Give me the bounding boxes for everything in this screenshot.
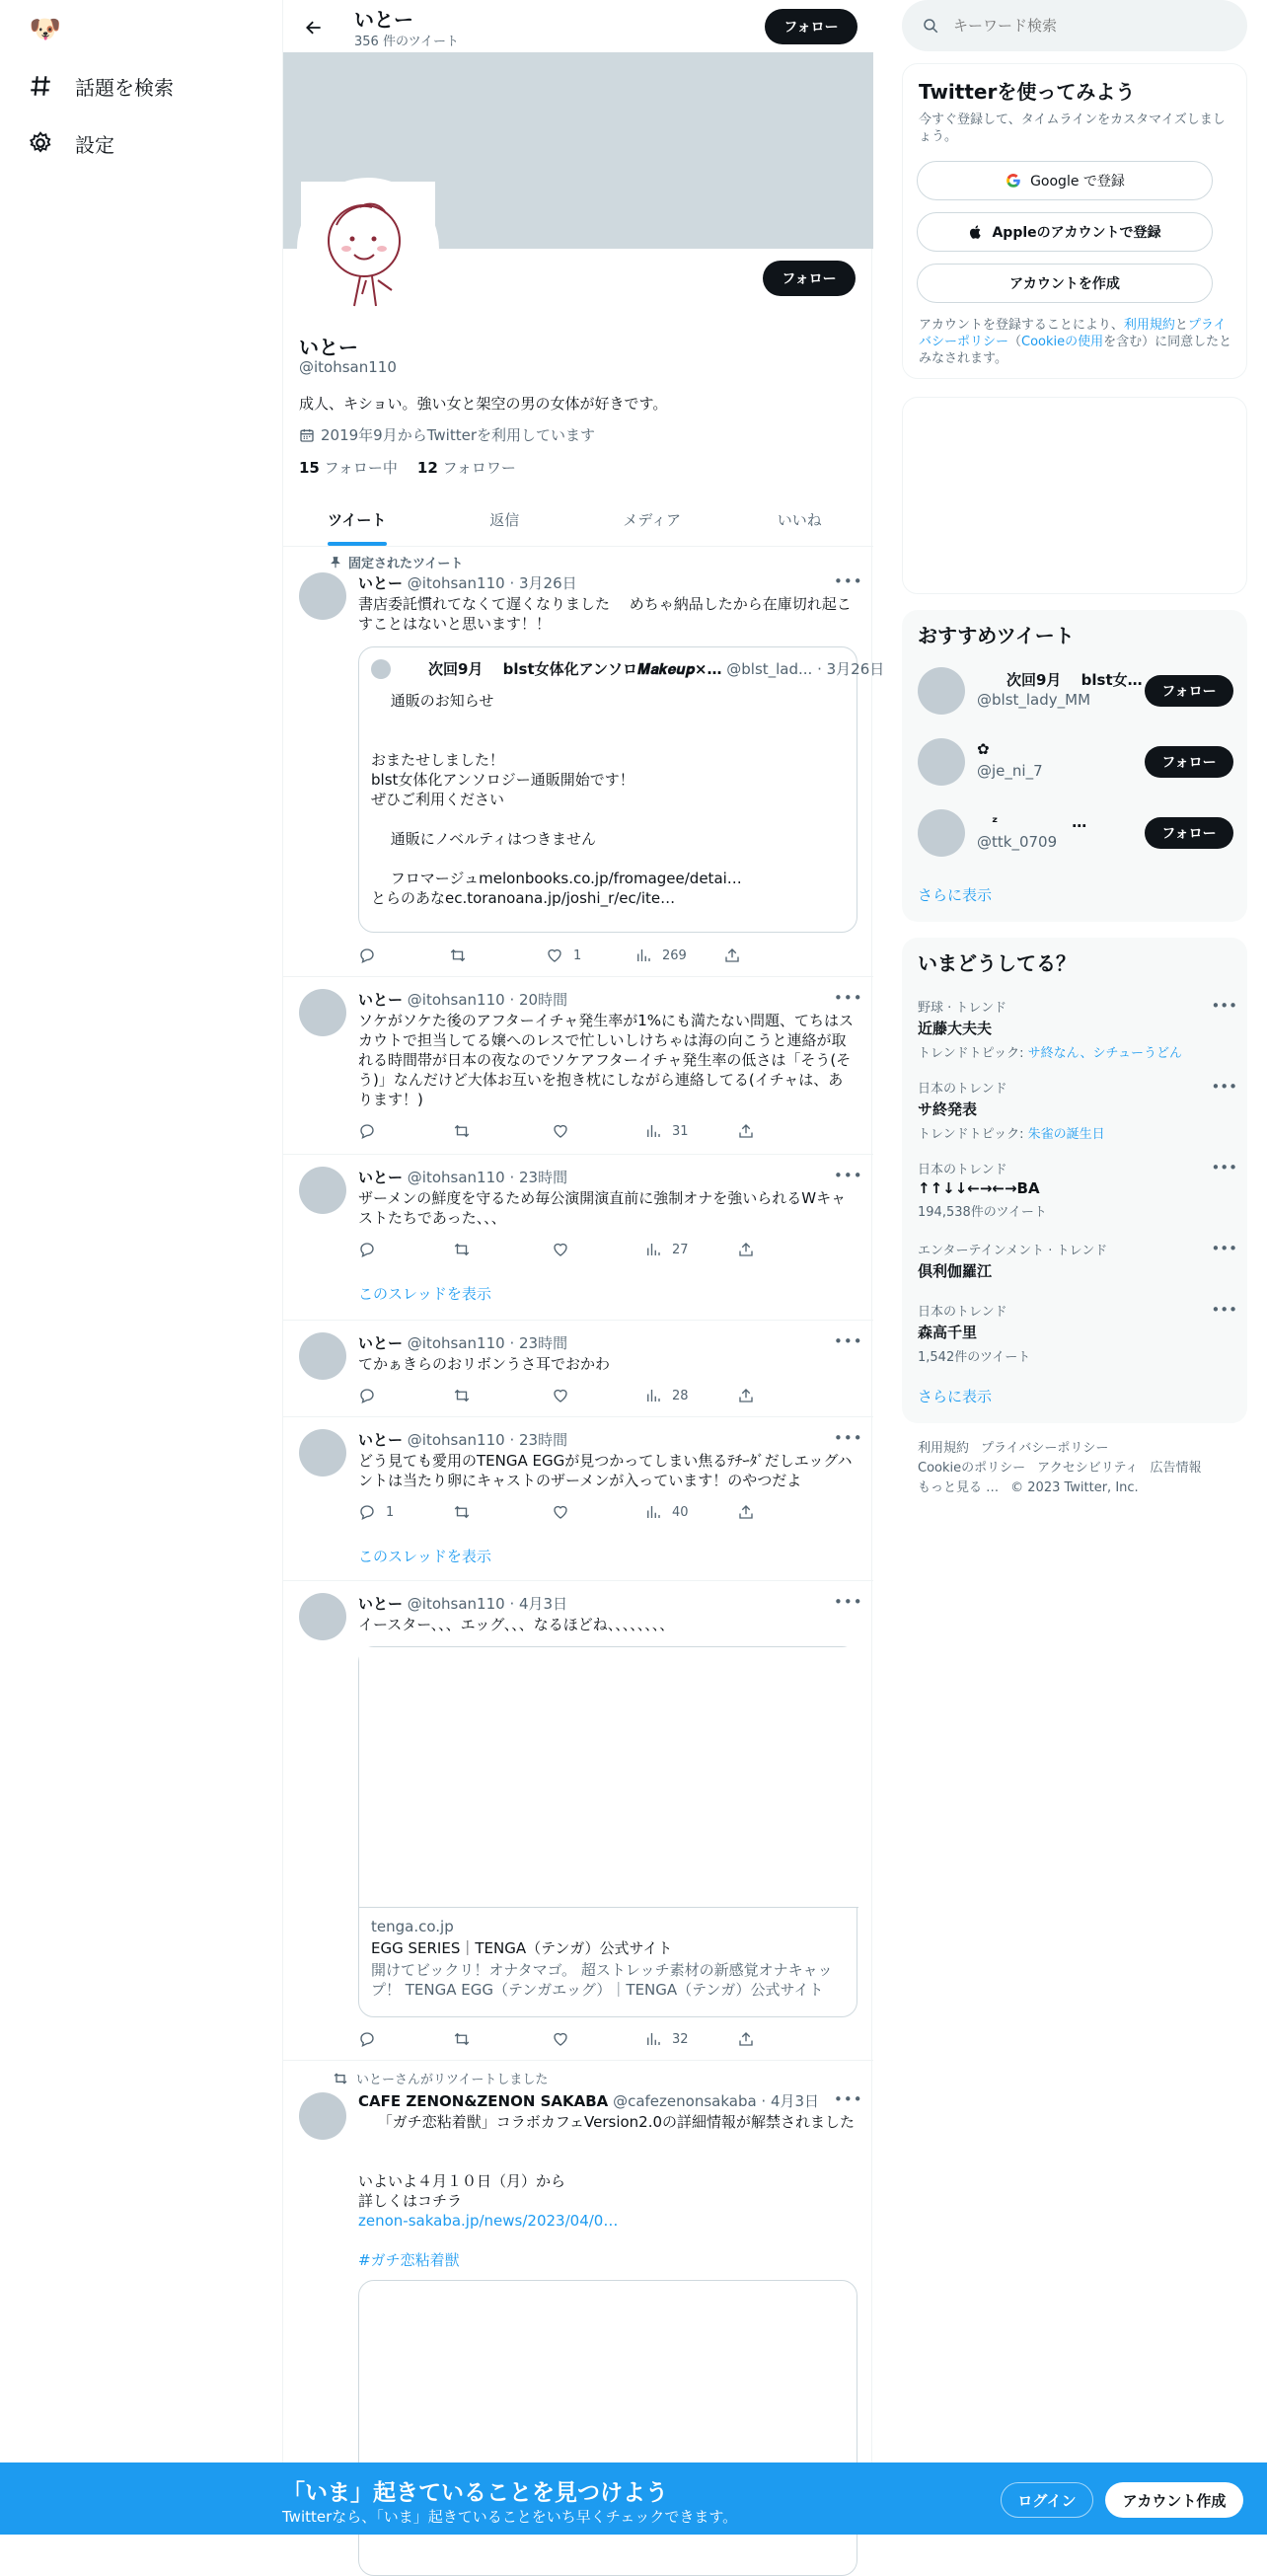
profile-avatar[interactable]: [297, 178, 439, 320]
tweet-link[interactable]: zenon-sakaba.jp/news/2023/04/0…: [358, 2212, 619, 2230]
heart-icon: [552, 1122, 569, 1140]
chart-icon: [644, 1387, 662, 1404]
more-icon[interactable]: •••: [1211, 1078, 1237, 1096]
bottom-signup-bar: [0, 2462, 1267, 2535]
avatar[interactable]: [299, 1593, 346, 1640]
trend-name: サ終発表: [918, 1100, 978, 1118]
tweet[interactable]: [283, 1155, 873, 1321]
trend-name: 森高千里: [918, 1324, 978, 1341]
apple-signup-label: Appleのアカウントで登録: [992, 225, 1161, 241]
follow-button[interactable]: フォロー: [1145, 746, 1233, 778]
suggested-user[interactable]: [918, 805, 1233, 861]
tweet-author[interactable]: いとー: [358, 1334, 404, 1352]
profile-bio: 成人、キショい。強い女と架空の男の女体が好きです。: [299, 395, 668, 413]
profile-joined-text: 2019年9月からTwitterを利用しています: [321, 426, 595, 444]
suggested-user-handle: @blst_lady_MM: [977, 691, 1091, 709]
cookie-link[interactable]: Cookieの使用: [1021, 335, 1104, 349]
tweet-actions: [358, 2027, 773, 2051]
tweet-header: [358, 1593, 832, 1614]
reply-icon: [358, 1503, 376, 1521]
terms-text: [919, 317, 1234, 367]
header-name: いとー: [354, 8, 413, 32]
quoted-tweet[interactable]: [358, 646, 885, 933]
footer-link-cookie[interactable]: Cookieのポリシー: [918, 1461, 1026, 1476]
retweet-button[interactable]: [453, 2027, 481, 2051]
trend-item[interactable]: [918, 1159, 1237, 1228]
view-count: 28: [672, 1388, 689, 1403]
retweeted-indicator: [333, 2069, 548, 2087]
reply-button[interactable]: [358, 2027, 386, 2051]
trend-sub-pre: トレンドトピック:: [918, 1046, 1028, 1061]
tweet-text: イースター、、、エッグ、、、なるほどね、、、、、、、、: [358, 1616, 675, 1633]
tab-likes[interactable]: いいね: [777, 511, 822, 529]
retweet-button[interactable]: [453, 1238, 481, 1261]
tweet[interactable]: [283, 1581, 873, 2061]
following-label: フォロー中: [324, 459, 398, 477]
quote-header: [399, 658, 884, 679]
quote-author: 次回9月 blst女体化アンソロ𝑴𝒂𝒌𝒆𝒖𝒑×…: [399, 660, 722, 678]
heart-icon: [552, 1503, 569, 1521]
retweet-icon: [453, 1122, 471, 1140]
quote-meta: @blst_lad... · 3月26日: [726, 660, 885, 678]
tweet-text: 書店委託慣れてなくて遅くなりました めちゃ納品したから在庫切れ起こすことはないと思います！！: [358, 595, 852, 633]
card-domain: tenga.co.jp: [371, 1918, 454, 1935]
terms-pre: アカウントを登録することにより、: [919, 318, 1124, 333]
like-button[interactable]: [552, 1238, 579, 1261]
share-button[interactable]: [737, 1384, 755, 1407]
bottom-bar-subtitle: Twitterなら、「いま」起きていることをいち早くチェックできます。: [282, 2508, 738, 2526]
tweet-meta[interactable]: @itohsan110 · 23時間: [407, 1169, 568, 1186]
trend-sub-pre: トレンドトピック:: [918, 1127, 1028, 1142]
suggested-user[interactable]: [918, 734, 1233, 790]
trend-category: 日本のトレンド: [918, 1082, 1007, 1097]
search-bar[interactable]: [902, 0, 1247, 51]
card-title: EGG SERIES｜TENGA（テンガ）公式サイト: [371, 1939, 673, 1957]
show-thread-link[interactable]: このスレッドを表示: [358, 1285, 491, 1303]
tweet-actions: [358, 1500, 773, 1524]
chart-icon: [644, 1503, 662, 1521]
trend-item[interactable]: [918, 1240, 1237, 1309]
suggested-user-handle: @ttk_0709: [977, 833, 1058, 851]
retweet-icon: [453, 1503, 471, 1521]
signup-button[interactable]: アカウント作成: [1105, 2482, 1243, 2518]
card-image: [359, 1647, 858, 1908]
gear-icon: [28, 130, 53, 156]
view-count: 31: [672, 1123, 689, 1139]
reply-button[interactable]: [358, 1119, 386, 1143]
trends-title: いまどうしてる？: [918, 951, 1076, 975]
tweet-hashtag[interactable]: #ガチ恋粘着獣: [358, 2251, 460, 2269]
trend-sub-link[interactable]: サ終なん、シチューうどん: [1027, 1046, 1183, 1061]
suggested-user-handle: @je_ni_7: [977, 762, 1043, 780]
tweet[interactable]: [283, 977, 873, 1155]
quote-text: 通販のお知らせ おまたせしました！ blst女体化アンソロジー通販開始です！ ぜひご利用ください 通販にノベルティはつきません フロマージュmelonbooks.co.jp/fromagee/detai… とらのあなec.toranoana.jp/joshi_r/ec/ite…: [371, 692, 742, 907]
suggested-title: おすすめツイート: [918, 624, 1075, 647]
share-button[interactable]: [723, 944, 741, 967]
tweet-text: どう見ても愛用のTENGA EGGが見つかってしまい焦るﾃﾁｰﾀﾞだしエッグハントは当たり卵にキャストのザーメンが入っています！のやつだよ: [358, 1452, 853, 1489]
footer-link-terms[interactable]: 利用規約: [918, 1441, 970, 1456]
trend-item[interactable]: [918, 1078, 1237, 1147]
following-link[interactable]: [299, 457, 398, 478]
like-button[interactable]: [552, 1384, 579, 1407]
back-button[interactable]: [297, 11, 331, 44]
right-sidebar: [872, 0, 1267, 2535]
more-icon[interactable]: •••: [1211, 1301, 1237, 1319]
tweet[interactable]: [283, 1321, 873, 1417]
more-icon[interactable]: •••: [834, 1332, 863, 1350]
followers-count: 12: [416, 459, 438, 477]
share-button[interactable]: [737, 1500, 755, 1524]
header-follow-button[interactable]: フォロー: [765, 9, 857, 44]
retweet-icon: [453, 1387, 471, 1404]
like-button[interactable]: [552, 1500, 579, 1524]
tweet-text: ソケがソケた後のアフターイチャ発生率が1%にも満たない問題、てちはスカウトで担当してる嬢へのレスで忙しいしけちゃは海の向こうと連絡が取れる時間帯が日本の夜なのでソケアフターイチャ発生率の低さは「そう(そう)」なんだけど大体お互いを抱き枕にしながら連絡してる(イチャは、あります！): [358, 1012, 854, 1108]
profile-name: いとー: [299, 336, 358, 359]
suggested-user-name: ✿: [977, 740, 990, 758]
tweet-meta[interactable]: @itohsan110 · 23時間: [407, 1334, 568, 1352]
like-count: 1: [573, 947, 582, 963]
tweet-text: ザーメンの鮮度を守るため毎公演開演直前に強制オナを強いられるWキャストたちであった、、、: [358, 1189, 847, 1227]
reply-button[interactable]: [358, 944, 386, 967]
profile-joined: [299, 424, 595, 445]
views-button[interactable]: [644, 1384, 689, 1407]
avatar-drawing: [301, 182, 435, 316]
trends-box: [902, 938, 1247, 1423]
following-count: 15: [299, 459, 320, 477]
trend-name: 倶利伽羅江: [918, 1262, 993, 1280]
profile-header-bar: [283, 0, 873, 52]
follow-button[interactable]: フォロー: [1145, 675, 1233, 707]
reply-icon: [358, 947, 376, 964]
trend-category: 野球 · トレンド: [918, 1001, 1007, 1016]
suggested-more-link[interactable]: さらに表示: [918, 886, 993, 904]
tweet-actions: [358, 1238, 773, 1261]
trend-category: 日本のトレンド: [918, 1163, 1007, 1177]
apple-icon: [968, 223, 984, 241]
follow-button[interactable]: フォロー: [1145, 817, 1233, 849]
tweet-meta[interactable]: @itohsan110 · 4月3日: [407, 1595, 568, 1613]
share-icon: [737, 2030, 755, 2048]
followers-label: フォロワー: [442, 459, 516, 477]
footer-link-more[interactable]: もっと見る …: [918, 1480, 1000, 1495]
chart-icon: [644, 1241, 662, 1258]
tweet-meta[interactable]: @itohsan110 · 20時間: [407, 991, 568, 1009]
more-icon[interactable]: •••: [834, 1167, 863, 1184]
more-icon[interactable]: •••: [834, 2090, 863, 2108]
share-icon: [737, 1122, 755, 1140]
avatar[interactable]: [299, 1429, 346, 1477]
terms-post: を含む）に同意したとみなされます。: [919, 335, 1232, 366]
tweet-header: [358, 1167, 832, 1187]
card-description: 開けてビックリ！オナタマゴ。 超ストレッチ素材の新感覚オナキャップ！ TENGA EGG（テンガエッグ）｜TENGA（テンガ）公式サイト: [371, 1961, 833, 1999]
profile-stats: [299, 457, 516, 478]
tab-tweets[interactable]: ツイート: [283, 493, 431, 546]
privacy-link[interactable]: プライバシーポリシー: [919, 318, 1227, 349]
share-icon: [723, 947, 741, 964]
trend-item[interactable]: [918, 997, 1237, 1066]
search-input[interactable]: [953, 18, 1230, 35]
left-sidebar: [0, 0, 282, 2535]
views-button[interactable]: [644, 2027, 689, 2051]
retweet-icon: [449, 947, 467, 964]
search-icon: [922, 17, 939, 35]
show-thread-link[interactable]: このスレッドを表示: [358, 1548, 491, 1565]
trend-sub: [918, 1123, 1233, 1142]
share-button[interactable]: [737, 1238, 755, 1261]
tweet[interactable]: [283, 547, 885, 977]
bottom-bar-title: 「いま」起きていることを見つけよう: [282, 2480, 668, 2506]
footer: [918, 1439, 1233, 1498]
nav-explore-label: 話題を検索: [75, 75, 174, 100]
tab-media[interactable]: メディア: [623, 511, 682, 529]
pinned-indicator: [329, 553, 463, 571]
tweet-author[interactable]: いとー: [358, 1169, 404, 1186]
trend-sub: [918, 1042, 1233, 1061]
header-tweet-count: 356 件のツイート: [354, 35, 460, 49]
share-icon: [737, 1503, 755, 1521]
more-icon[interactable]: •••: [834, 989, 863, 1007]
trends-more-link[interactable]: さらに表示: [918, 1388, 993, 1405]
pinned-label: 固定されたツイート: [348, 557, 464, 571]
tweet-author[interactable]: CAFE ZENON&ZENON SAKABA: [358, 2092, 609, 2110]
trend-name: ↑↑↓↓←→←→BA: [918, 1179, 1040, 1197]
suggested-user-name: ᶻ …: [977, 813, 1087, 831]
link-card[interactable]: [358, 1646, 857, 2017]
nav-explore[interactable]: [28, 66, 174, 106]
share-icon: [737, 1241, 755, 1258]
avatar[interactable]: [299, 1332, 346, 1380]
calendar-icon: [299, 427, 315, 443]
views-button[interactable]: [644, 1500, 689, 1524]
retweet-icon: [453, 2030, 471, 2048]
tweet-text: 「ガチ恋粘着獣」コラボカフェVersion2.0の詳細情報が解禁されました いよいよ４月１０日（月）から 詳しくはコチラ: [358, 2113, 856, 2210]
reply-button[interactable]: [358, 1238, 386, 1261]
views-button[interactable]: [644, 1238, 689, 1261]
tweet-author[interactable]: いとー: [358, 1595, 404, 1613]
arrow-left-icon: [304, 18, 324, 38]
avatar[interactable]: [299, 572, 346, 620]
google-icon: [1005, 172, 1022, 189]
tweet-meta[interactable]: @itohsan110 · 3月26日: [407, 574, 577, 592]
nav-settings[interactable]: [28, 123, 114, 163]
reply-icon: [358, 1241, 376, 1258]
hashtag-icon: [28, 73, 53, 99]
heart-icon: [546, 947, 563, 964]
chart-icon: [644, 2030, 662, 2048]
like-button[interactable]: [552, 1119, 579, 1143]
more-icon[interactable]: •••: [834, 1429, 863, 1447]
tweet-header: [358, 1429, 832, 1450]
footer-link-ads[interactable]: 広告情報: [1150, 1461, 1202, 1476]
tweet-header: [358, 989, 832, 1010]
main-column: [282, 0, 885, 2535]
trend-sub-link[interactable]: 朱雀の誕生日: [1027, 1127, 1105, 1142]
footer-copyright: © 2023 Twitter, Inc.: [1010, 1480, 1139, 1495]
footer-link-accessibility[interactable]: アクセシビリティ: [1037, 1461, 1139, 1476]
tweet-author[interactable]: いとー: [358, 574, 404, 592]
views-button[interactable]: [644, 1119, 689, 1143]
view-count: 269: [662, 947, 687, 963]
more-icon[interactable]: •••: [1211, 1159, 1237, 1176]
suggested-user-name: 次回9月 blst女…: [977, 671, 1143, 689]
more-icon[interactable]: •••: [1211, 997, 1237, 1015]
avatar[interactable]: [918, 809, 965, 857]
followers-link[interactable]: [417, 457, 516, 478]
retweet-button[interactable]: [449, 944, 477, 967]
footer-link-privacy[interactable]: プライバシーポリシー: [981, 1441, 1109, 1456]
tweet-header: [358, 1332, 832, 1353]
view-count: 32: [672, 2031, 689, 2047]
heart-icon: [552, 1387, 569, 1404]
suggested-tweets-box: [902, 610, 1247, 922]
empty-widget: [902, 397, 1247, 594]
tweet-meta[interactable]: @itohsan110 · 23時間: [407, 1431, 568, 1449]
tweet-text: てかぁきらのおリボンうさ耳でおかわ: [358, 1355, 611, 1373]
trend-sub: 1,542件のツイート: [918, 1350, 1031, 1365]
trend-category: 日本のトレンド: [918, 1305, 1007, 1320]
share-button[interactable]: [737, 2027, 755, 2051]
google-signup-button[interactable]: [917, 161, 1213, 200]
tweet-author[interactable]: いとー: [358, 1431, 404, 1449]
view-count: 27: [672, 1242, 689, 1257]
retweet-button[interactable]: [453, 1500, 481, 1524]
avatar[interactable]: [299, 989, 346, 1036]
tweet-actions: [358, 1384, 773, 1407]
apple-signup-button[interactable]: [917, 212, 1213, 252]
signup-subtitle: 今すぐ登録して、タイムラインをカスタマイズしましょう。: [919, 113, 1226, 144]
more-icon[interactable]: •••: [1211, 1240, 1237, 1257]
trend-name: 近藤大夫夫: [918, 1020, 993, 1037]
avatar[interactable]: [918, 738, 965, 786]
tweet-actions: [358, 944, 773, 967]
reply-icon: [358, 2030, 376, 2048]
heart-icon: [552, 1241, 569, 1258]
views-button[interactable]: [634, 944, 687, 967]
cookie-pre: （: [1008, 335, 1022, 349]
reply-button[interactable]: [358, 1500, 394, 1524]
tweet-actions: [358, 1119, 773, 1143]
avatar[interactable]: [299, 2092, 346, 2140]
logo-icon[interactable]: 🐶: [29, 15, 62, 44]
signup-title: Twitterを使ってみよう: [919, 80, 1136, 104]
create-account-button[interactable]: アカウントを作成: [917, 264, 1213, 303]
tweet-author[interactable]: いとー: [358, 991, 404, 1009]
retweet-button[interactable]: [453, 1384, 481, 1407]
chart-icon: [644, 1122, 662, 1140]
retweet-button[interactable]: [453, 1119, 481, 1143]
retweeted-label[interactable]: いとーさんがリツイートしました: [356, 2073, 549, 2087]
chart-icon: [634, 947, 652, 964]
profile-follow-button[interactable]: フォロー: [763, 261, 856, 296]
tweet-header: [358, 2090, 832, 2111]
suggested-user[interactable]: [918, 663, 1233, 719]
reply-button[interactable]: [358, 1384, 386, 1407]
reply-icon: [358, 1122, 376, 1140]
share-icon: [737, 1387, 755, 1404]
tweet[interactable]: [283, 1417, 873, 1581]
like-button[interactable]: [546, 944, 581, 967]
terms-mid: と: [1174, 318, 1188, 333]
avatar: [371, 659, 391, 679]
view-count: 40: [672, 1504, 689, 1520]
reply-count: 1: [386, 1504, 395, 1520]
retweet-icon: [333, 2071, 348, 2086]
login-button[interactable]: ログイン: [1001, 2482, 1093, 2518]
retweet-icon: [453, 1241, 471, 1258]
avatar[interactable]: [918, 667, 965, 715]
avatar[interactable]: [299, 1167, 346, 1214]
signup-box: [902, 63, 1247, 379]
more-icon[interactable]: •••: [834, 572, 863, 590]
tweet-header: [358, 572, 832, 593]
tab-replies[interactable]: 返信: [489, 511, 520, 529]
pin-icon: [329, 556, 342, 569]
trend-item[interactable]: [918, 1301, 1237, 1370]
google-signup-label: Google で登録: [1030, 174, 1125, 189]
more-icon[interactable]: •••: [834, 1593, 863, 1611]
trend-sub: 194,538件のツイート: [918, 1205, 1047, 1220]
trend-category: エンターテインメント · トレンド: [918, 1244, 1108, 1258]
profile-tabs: [283, 493, 873, 547]
nav-settings-label: 設定: [75, 132, 114, 157]
profile-handle: @itohsan110: [299, 358, 397, 376]
reply-icon: [358, 1387, 376, 1404]
like-button[interactable]: [552, 2027, 579, 2051]
tweet-meta[interactable]: @cafezenonsakaba · 4月3日: [613, 2092, 820, 2110]
heart-icon: [552, 2030, 569, 2048]
terms-link[interactable]: 利用規約: [1123, 318, 1175, 333]
share-button[interactable]: [737, 1119, 755, 1143]
